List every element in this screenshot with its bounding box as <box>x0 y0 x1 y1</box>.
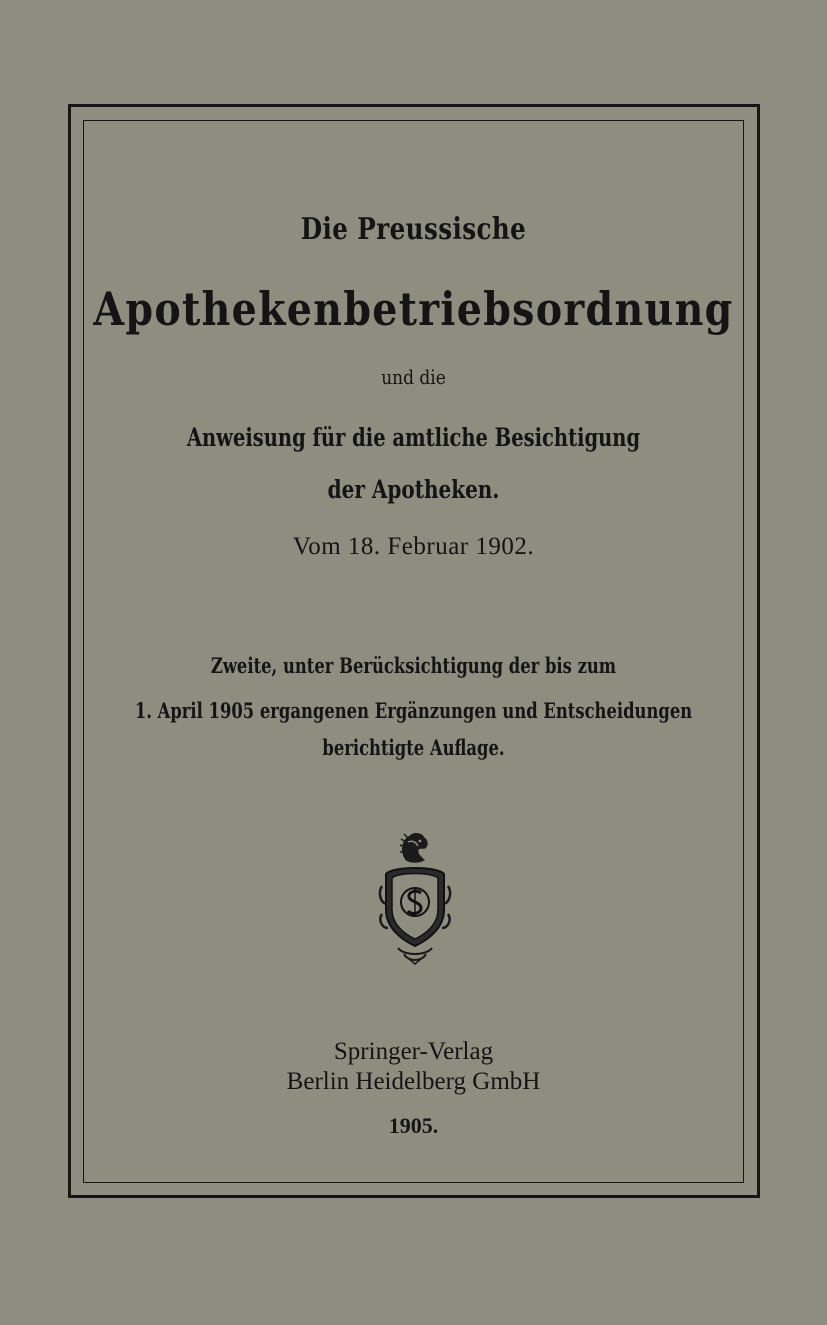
edition-line-2: 1. April 1905 ergangenen Ergänzungen und Entscheidungen <box>134 698 693 723</box>
publication-year: 1905. <box>388 1113 439 1138</box>
edition-line-3: berichtigte Auflage. <box>322 735 505 760</box>
edition-line-1: Zweite, unter Berücksichtigung der bis zum <box>210 653 617 678</box>
subtitle-line-3: der Apotheken. <box>327 475 500 504</box>
springer-horse-emblem-icon <box>378 830 452 966</box>
publisher-place: Berlin Heidelberg GmbH <box>286 1068 541 1095</box>
publisher-name: Springer-Verlag <box>333 1038 494 1065</box>
subtitle-connector: und die <box>381 365 446 389</box>
inner-border-frame <box>83 120 744 1183</box>
title-main: Apothekenbetriebsordnung <box>93 282 734 336</box>
subtitle-line-2: Anweisung für die amtliche Besichtigung <box>186 423 641 452</box>
title-line-1: Die Preussische <box>300 212 527 247</box>
date-line: Vom 18. Februar 1902. <box>292 533 535 560</box>
